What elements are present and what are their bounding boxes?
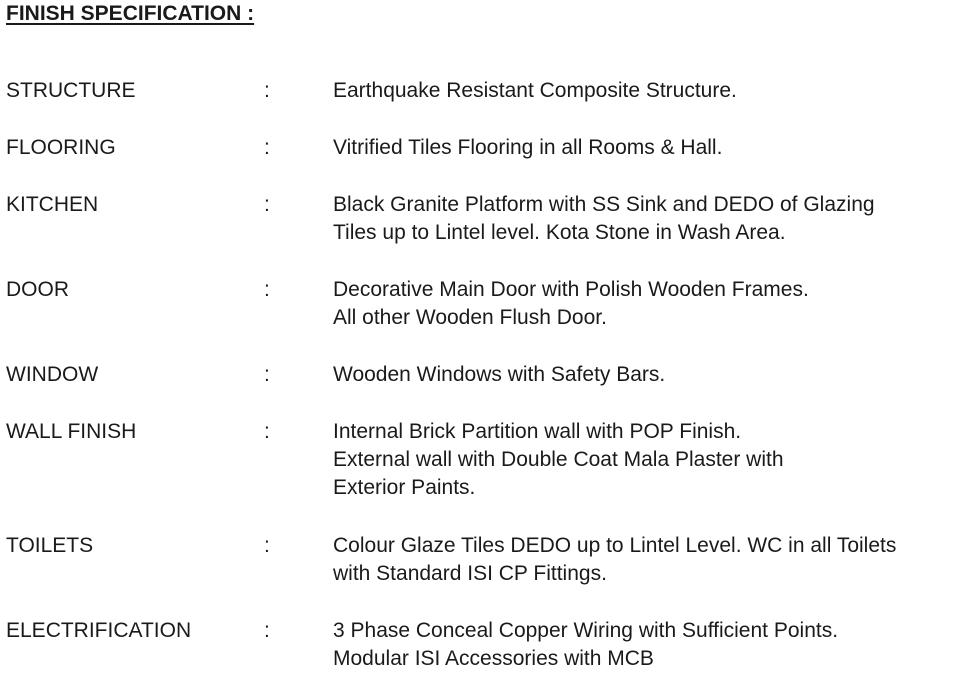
spec-line: Internal Brick Partition wall with POP Finish.	[333, 420, 742, 443]
spec-line: Modular ISI Accessories with MCB	[333, 647, 654, 670]
spec-line: Exterior Paints.	[333, 476, 476, 499]
spec-label: WALL FINISH	[6, 420, 137, 443]
spec-line: Colour Glaze Tiles DEDO up to Lintel Level. WC in all Toilets	[333, 534, 897, 557]
spec-line: External wall with Double Coat Mala Plaster with	[333, 448, 784, 471]
spec-value	[333, 532, 896, 588]
spec-label: FLOORING	[6, 136, 116, 159]
spec-label: ELECTRIFICATION	[6, 619, 192, 642]
spec-line: Decorative Main Door with Polish Wooden Frames.	[333, 278, 809, 301]
spec-value	[333, 418, 784, 502]
separator: :	[264, 619, 270, 642]
page-title: FINISH SPECIFICATION :	[6, 2, 255, 25]
spec-line: 3 Phase Conceal Copper Wiring with Sufficient Points.	[333, 619, 839, 642]
spec-label: KITCHEN	[6, 193, 99, 216]
spec-label: STRUCTURE	[6, 79, 136, 102]
separator: :	[264, 278, 270, 301]
spec-value	[333, 361, 665, 389]
spec-value	[333, 191, 875, 247]
spec-line: Wooden Windows with Safety Bars.	[333, 363, 666, 386]
separator: :	[264, 136, 270, 159]
separator: :	[264, 193, 270, 216]
separator: :	[264, 363, 270, 386]
separator: :	[264, 420, 270, 443]
spec-line: Black Granite Platform with SS Sink and DEDO of Glazing	[333, 193, 875, 216]
spec-line: with Standard ISI CP Fittings.	[333, 562, 607, 585]
separator: :	[264, 79, 270, 102]
spec-value	[333, 77, 737, 105]
spec-value	[333, 617, 838, 673]
spec-label: DOOR	[6, 278, 69, 301]
separator: :	[264, 534, 270, 557]
spec-label: TOILETS	[6, 534, 94, 557]
spec-value	[333, 134, 722, 162]
spec-label: WINDOW	[6, 363, 99, 386]
spec-line: All other Wooden Flush Door.	[333, 306, 607, 329]
spec-line: Vitrified Tiles Flooring in all Rooms & Hall.	[333, 136, 723, 159]
spec-value	[333, 276, 809, 332]
spec-line: Tiles up to Lintel level. Kota Stone in Wash Area.	[333, 221, 786, 244]
spec-line: Earthquake Resistant Composite Structure.	[333, 79, 737, 102]
